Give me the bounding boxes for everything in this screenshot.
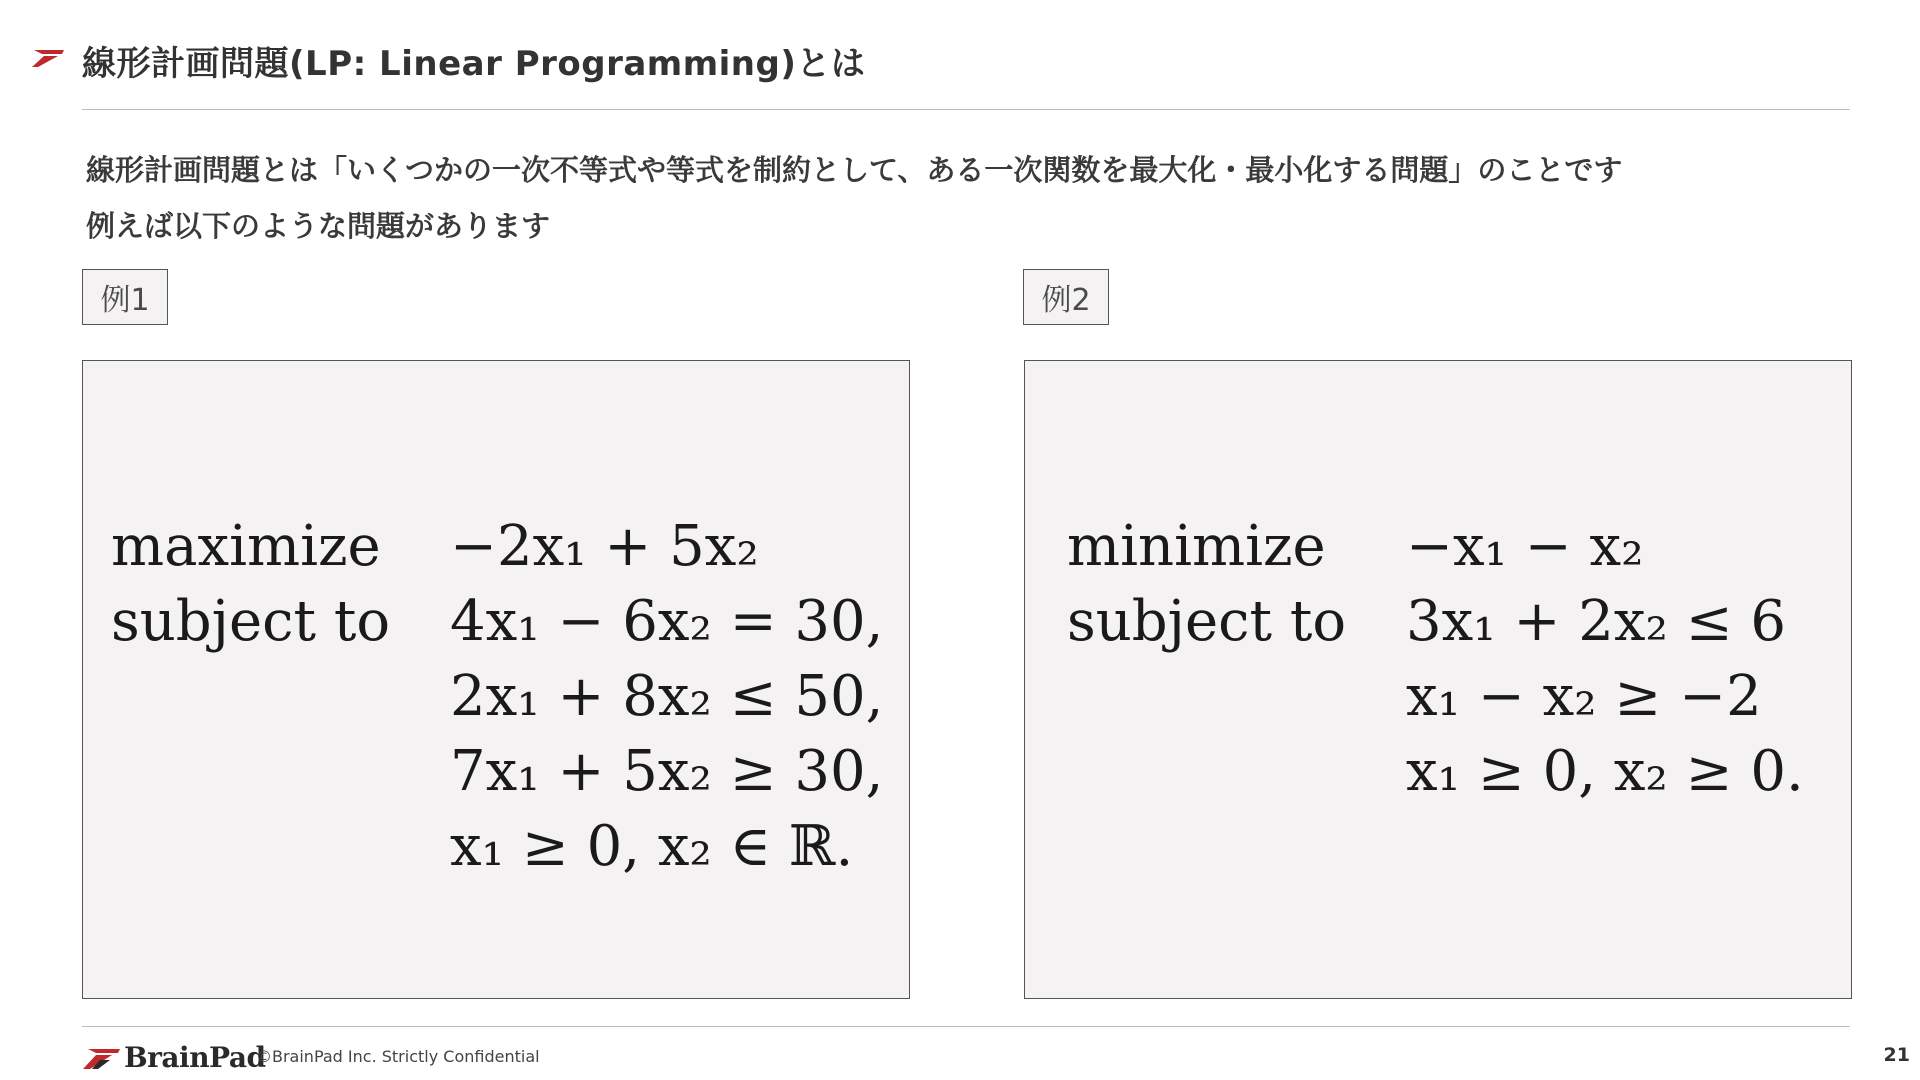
objective-expression: −2x₁ + 5x₂ — [450, 514, 759, 579]
objective-keyword: maximize — [111, 514, 381, 579]
example-2-panel — [1024, 360, 1852, 999]
example-2-label: 例2 — [1023, 269, 1109, 325]
intro-text — [86, 142, 1622, 254]
constraint-row: 2x₁ + 8x₂ ≤ 50, — [450, 664, 884, 729]
constraint-row: 4x₁ − 6x₂ = 30, — [450, 589, 884, 654]
brand-stripe-icon — [30, 46, 66, 68]
example-1-label: 例1 — [82, 269, 168, 325]
page-number: 21 — [1883, 1044, 1910, 1066]
example-1-panel — [82, 360, 910, 999]
example-1-formula — [111, 509, 883, 884]
brainpad-logo — [82, 1041, 266, 1074]
copyright-text: ©BrainPad Inc. Strictly Confidential — [256, 1047, 540, 1066]
page-title: 線形計画問題(LP: Linear Programming)とは — [82, 44, 866, 84]
constraint-row: 7x₁ + 5x₂ ≥ 30, — [450, 739, 884, 804]
constraint-row: x₁ ≥ 0, x₂ ≥ 0. — [1406, 739, 1804, 804]
constraint-row: x₁ ≥ 0, x₂ ∈ ℝ. — [450, 814, 854, 879]
constraint-row: 3x₁ + 2x₂ ≤ 6 — [1406, 589, 1787, 654]
header-divider — [82, 109, 1850, 110]
intro-line-1: 線形計画問題とは「いくつかの一次不等式や等式を制約として、ある一次関数を最大化・最小化する問題」のことです — [86, 153, 1623, 187]
example-2-formula — [1067, 509, 1804, 809]
constraint-row: x₁ − x₂ ≥ −2 — [1406, 664, 1762, 729]
objective-expression: −x₁ − x₂ — [1406, 514, 1644, 579]
intro-line-2: 例えば以下のような問題があります — [86, 209, 551, 243]
logo-text: BrainPad — [124, 1041, 266, 1074]
constraint-keyword: subject to — [111, 589, 391, 654]
constraint-keyword: subject to — [1067, 589, 1347, 654]
brainpad-logo-icon — [82, 1043, 122, 1073]
objective-keyword: minimize — [1067, 514, 1326, 579]
footer-divider — [82, 1026, 1850, 1027]
